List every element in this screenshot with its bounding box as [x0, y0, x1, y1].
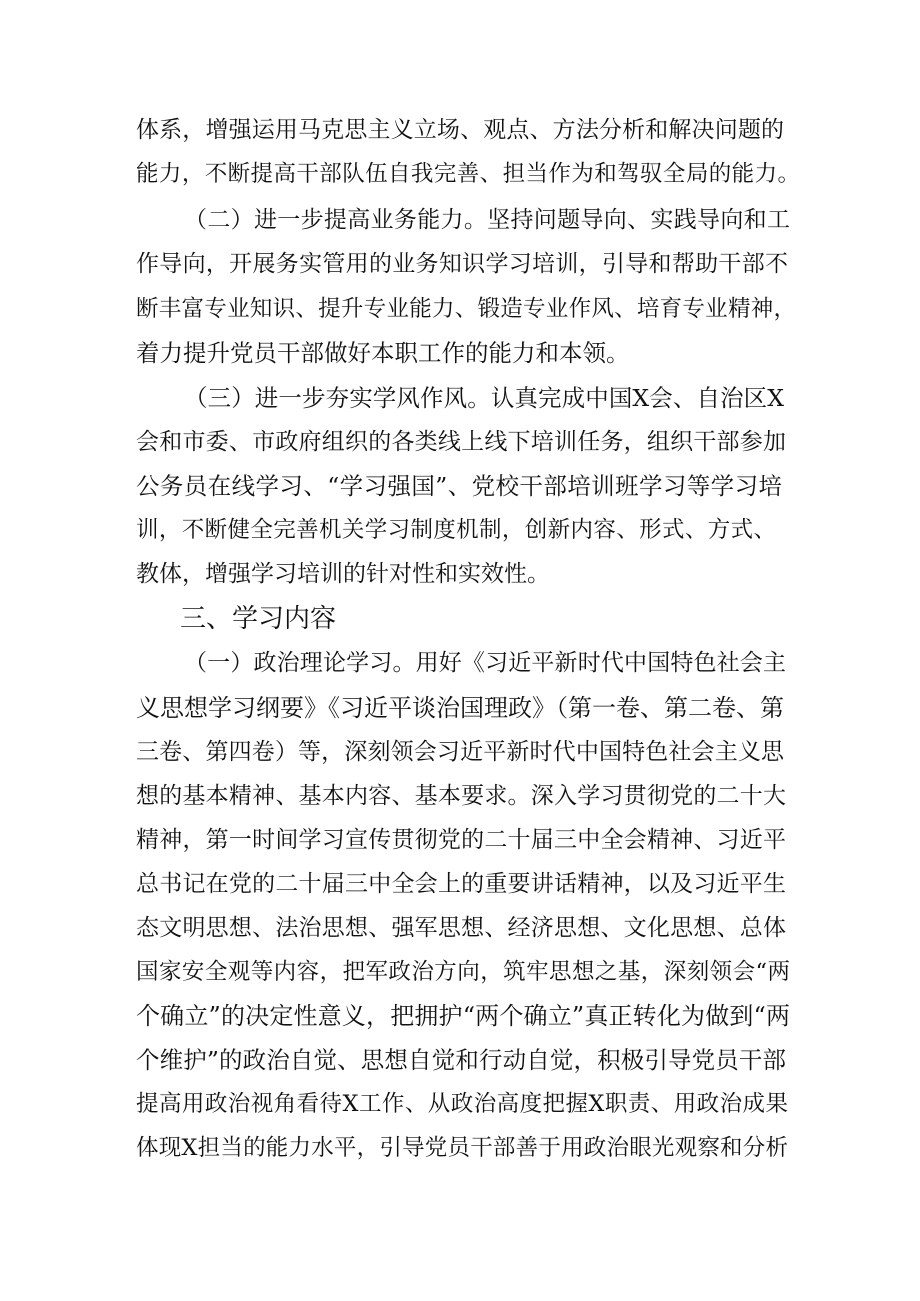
body-text-line: 会和市委、市政府组织的各类线上线下培训任务，组织干部参加: [136, 429, 786, 455]
body-text-line: 个确立”的决定性意义，把拥护“两个确立”真正转化为做到“两: [136, 1002, 790, 1030]
body-text-line: 三卷、第四卷）等，深刻领会习近平新时代中国特色社会主义思: [136, 739, 784, 765]
section-heading: 三、学习内容: [180, 604, 337, 634]
paragraph-first-line: （二）进一步提高业务能力。坚持问题导向、实践导向和工: [184, 207, 790, 233]
body-text-line: 提高用政治视角看待X工作、从政治高度把握X职责、用政治成果: [136, 1091, 788, 1117]
body-text-line: 精神，第一时间学习宣传贯彻党的二十届三中全会精神、习近平: [136, 827, 786, 853]
paragraph-first-line: （一）政治理论学习。用好《习近平新时代中国特色社会主: [184, 650, 786, 676]
body-text-line: 义思想学习纲要》《习近平谈治国理政》（第一卷、第二卷、第: [136, 694, 784, 722]
body-text-line: 总书记在党的二十届三中全会上的重要讲话精神，以及习近平生: [136, 871, 786, 897]
body-text-line: 想的基本精神、基本内容、基本要求。深入学习贯彻党的二十大: [136, 783, 786, 809]
body-text-line: 着力提升党员干部做好本职工作的能力和本领。: [136, 339, 630, 367]
body-text-line: 体系，增强运用马克思主义立场、观点、方法分析和解决问题的: [136, 117, 784, 143]
body-text-line: 作导向，开展务实管用的业务知识学习培训，引导和帮助干部不: [136, 251, 788, 277]
body-text-line: 个维护”的政治自觉、思想自觉和行动自觉，积极引导党员干部: [136, 1046, 786, 1074]
body-text-line: 国家安全观等内容，把军政治方向，筑牢思想之基，深刻领会“两: [136, 959, 790, 985]
body-text-line: 体现X担当的能力水平，引导党员干部善于用政治眼光观察和分析: [136, 1135, 788, 1161]
body-text-line: 断丰富专业知识、提升专业能力、锻造专业作风、培育专业精神，: [136, 296, 796, 322]
body-text-line: 公务员在线学习、“学习强国”、党校干部培训班学习等学习培: [136, 472, 782, 500]
body-text-line: 能力，不断提高干部队伍自我完善、担当作为和驾驭全局的能力。: [136, 161, 800, 187]
body-text-line: 教体，增强学习培训的针对性和实效性。: [136, 561, 550, 587]
paragraph-first-line: （三）进一步夯实学风作风。认真完成中国X会、自治区X: [184, 384, 784, 412]
body-text-line: 态文明思想、法治思想、强军思想、经济思想、文化思想、总体: [136, 915, 786, 941]
body-text-line: 训，不断健全完善机关学习制度机制，创新内容、形式、方式、: [136, 517, 776, 543]
